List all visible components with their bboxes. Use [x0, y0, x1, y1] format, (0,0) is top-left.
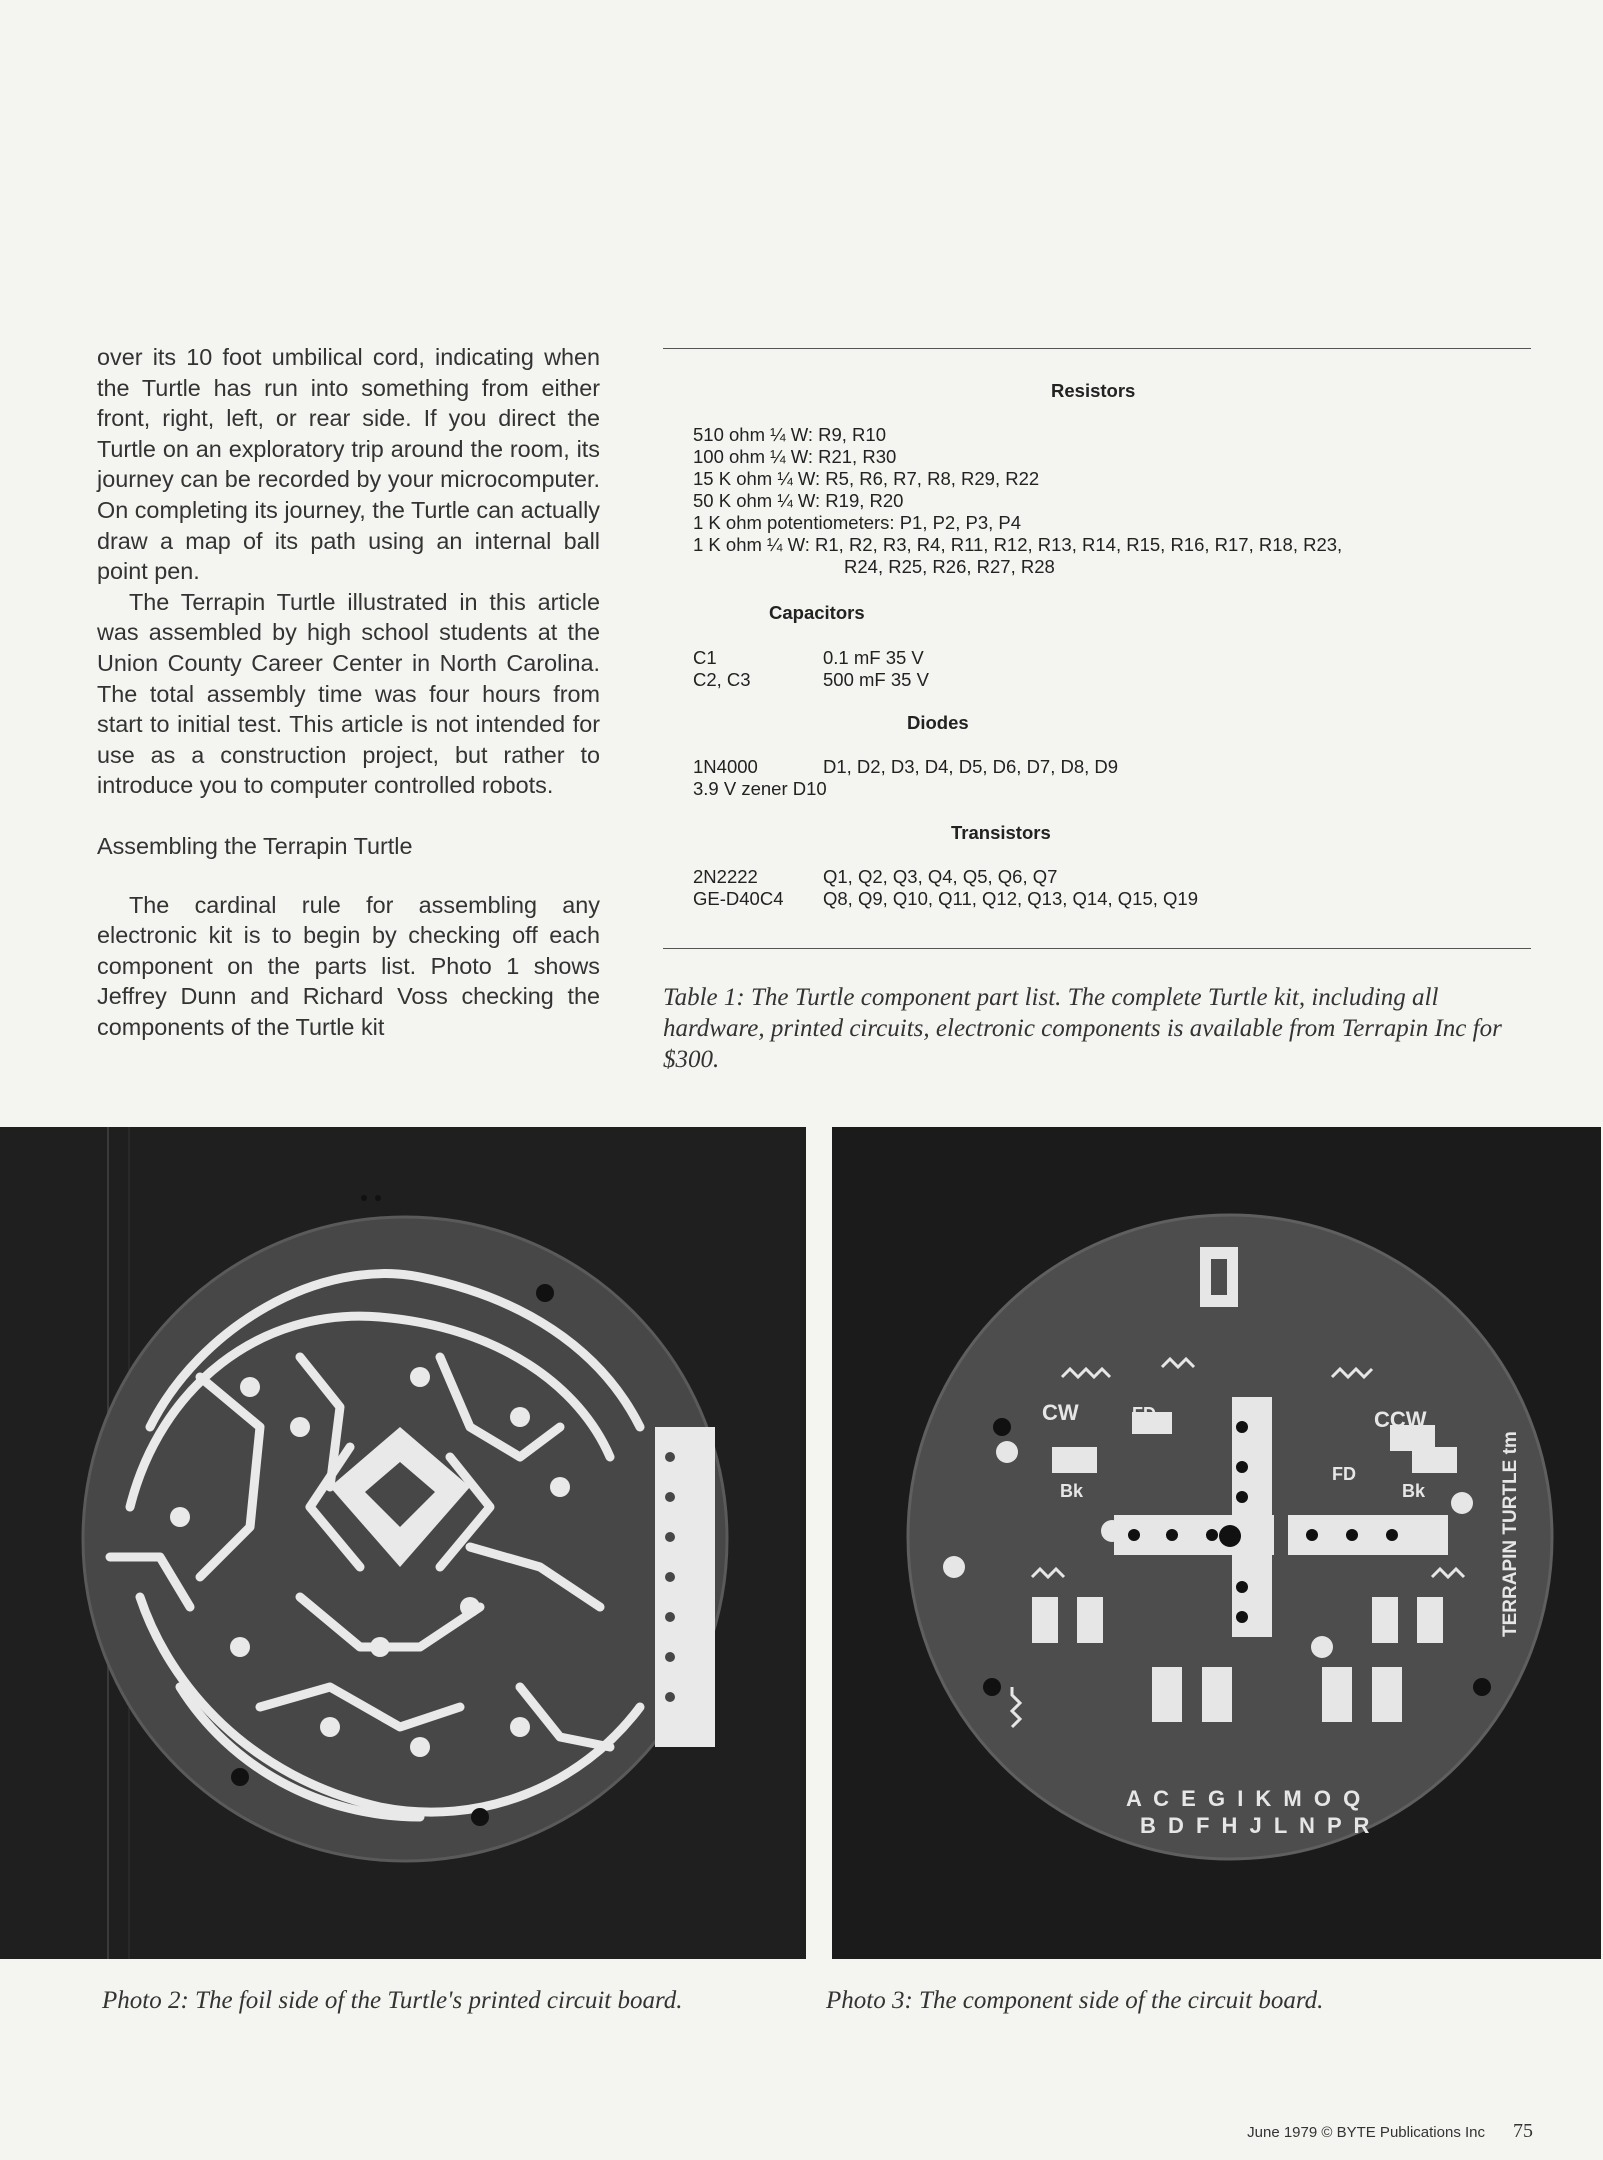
transistors-heading: Transistors: [951, 822, 1051, 843]
photo-3-caption: Photo 3: The component side of the circuit board.: [826, 1987, 1324, 2014]
diode-value: D1, D2, D3, D4, D5, D6, D7, D8, D9: [823, 756, 1119, 777]
diode-part: 1N4000: [693, 756, 758, 777]
table-top-rule: [663, 348, 1531, 349]
capacitor-value: 500 mF 35 V: [823, 669, 929, 690]
article-body-column: [97, 342, 600, 1042]
label-bk-left: Bk: [1060, 1481, 1084, 1501]
label-ccw: CCW: [1374, 1407, 1427, 1432]
capacitor-part: C2, C3: [693, 669, 751, 690]
transistor-part: 2N2222: [693, 866, 758, 887]
photo-2-caption: Photo 2: The foil side of the Turtle's printed circuit board.: [102, 1987, 683, 2014]
page-footer: [1247, 2120, 1533, 2143]
resistor-line: 1 K ohm ¼ W: R1, R2, R3, R4, R11, R12, R13, R14, R15, R16, R17, R18, R23,: [693, 534, 1343, 555]
resistor-line: 15 K ohm ¼ W: R5, R6, R7, R8, R29, R22: [693, 468, 1040, 489]
diodes-heading: Diodes: [907, 712, 969, 733]
resistor-line: R24, R25, R26, R27, R28: [844, 556, 1055, 577]
resistors-heading: Resistors: [1051, 380, 1136, 401]
label-row-1: A C E G I K M O Q: [1126, 1786, 1364, 1811]
pcb-foil-image: [0, 1127, 806, 1959]
label-brand: TERRAPIN TURTLE tm: [1500, 1431, 1521, 1637]
body-paragraph-3: The cardinal rule for assembling any electronic kit is to begin by checking off each component on the parts list. Photo 1 shows Jeffrey Dunn and Richard Voss checking the components of the Turtle kit: [97, 891, 600, 1040]
resistor-line: 1 K ohm potentiometers: P1, P2, P3, P4: [693, 512, 1022, 533]
label-fd-right: FD: [1332, 1464, 1356, 1484]
resistor-line: 510 ohm ¼ W: R9, R10: [693, 424, 886, 445]
capacitor-part: C1: [693, 647, 717, 668]
label-fd-left: FD: [1132, 1404, 1156, 1424]
body-paragraph-1: over its 10 foot umbilical cord, indicating when the Turtle has run into something from either front, right, left, or rear side. If you direct the Turtle on an exploratory trip around the room, its journey can be recorded by your microcomputer. On completing its journey, the Turtle can actually draw a map of its path using an internal ball point pen.: [97, 344, 600, 585]
diode-extra: 3.9 V zener D10: [693, 778, 827, 799]
pcb-component-image: [832, 1127, 1601, 1959]
label-row-2: B D F H J L N P R: [1140, 1813, 1373, 1838]
transistor-part: GE-D40C4: [693, 888, 784, 909]
transistor-value: Q8, Q9, Q10, Q11, Q12, Q13, Q14, Q15, Q19: [823, 888, 1198, 909]
photo-component-side: [832, 1127, 1601, 1959]
table-bottom-rule: [663, 948, 1531, 949]
capacitor-value: 0.1 mF 35 V: [823, 647, 924, 668]
label-cw: CW: [1042, 1400, 1079, 1425]
resistor-line: 100 ohm ¼ W: R21, R30: [693, 446, 897, 467]
label-bk-right: Bk: [1402, 1481, 1426, 1501]
section-heading: Assembling the Terrapin Turtle: [97, 832, 413, 859]
photo-foil-side: [0, 1127, 806, 1959]
capacitors-heading: Capacitors: [769, 602, 865, 623]
resistor-line: 50 K ohm ¼ W: R19, R20: [693, 490, 904, 511]
page-number: 75: [1513, 2120, 1533, 2142]
table-caption: Table 1: The Turtle component part list. The complete Turtle kit, including all hardware, printed circuits, electronic components is available from Terrapin Inc for $300.: [663, 984, 1502, 1073]
transistor-value: Q1, Q2, Q3, Q4, Q5, Q6, Q7: [823, 866, 1058, 887]
body-paragraph-2: The Terrapin Turtle illustrated in this article was assembled by high school students at the Union County Career Center in North Carolina. The total assembly time was four hours from start to initial test. This article is not intended for use as a construction project, but rather to introduce you to computer controlled robots.: [97, 588, 600, 799]
footer-publication: June 1979 © BYTE Publications Inc: [1247, 2124, 1485, 2141]
